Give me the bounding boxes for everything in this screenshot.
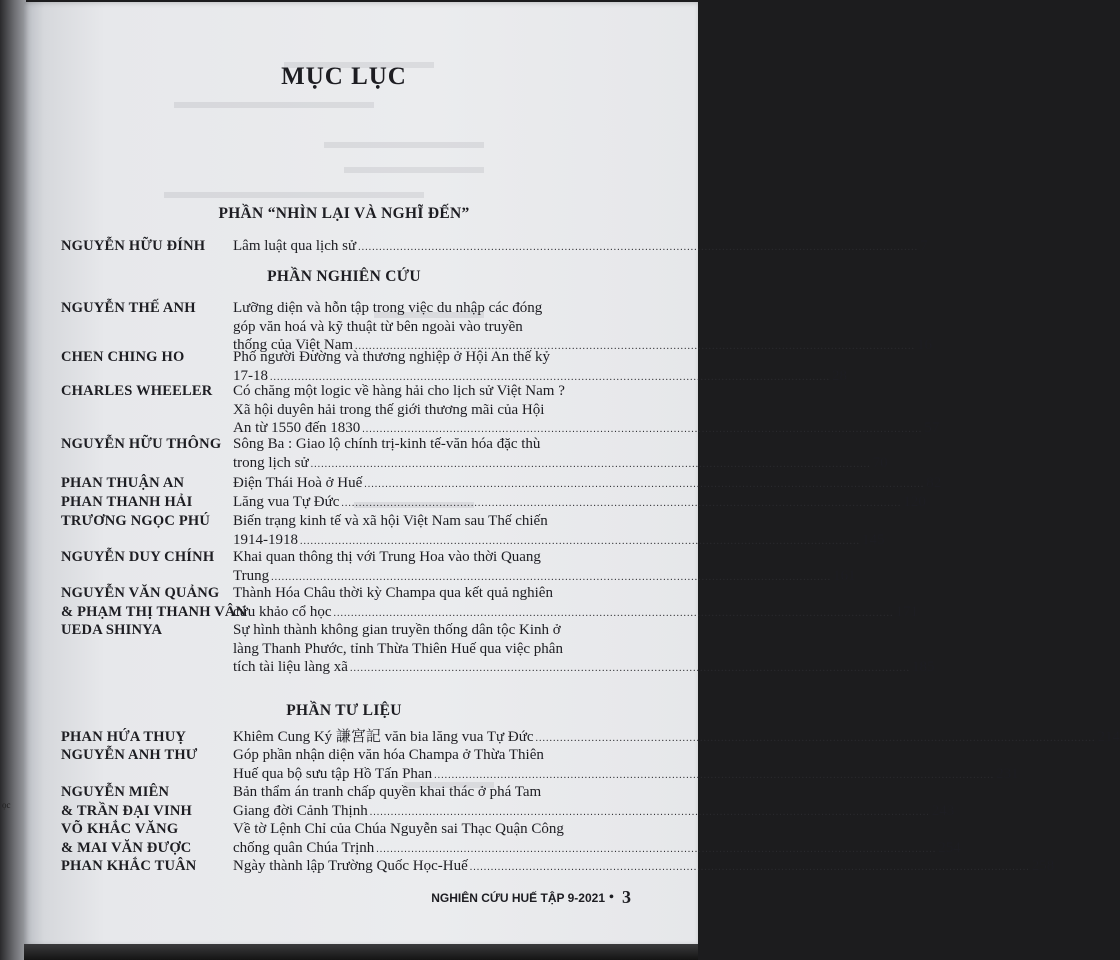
author-name: PHAN HỨA THUỴ (61, 729, 187, 745)
title-line-last (233, 237, 928, 258)
title-line: trong lịch sử (233, 454, 309, 471)
author-name: TRƯƠNG NGỌC PHÚ (61, 513, 211, 529)
title-line: Lăng vua Tự Đức (233, 494, 340, 510)
author-name: & TRẦN ĐẠI VINH (61, 802, 192, 819)
entry-authors (61, 548, 236, 567)
entry-authors (61, 728, 236, 747)
title-line-last (233, 658, 935, 679)
entry-title (233, 584, 919, 623)
section-heading: PHẦN TƯ LIỆU (286, 702, 402, 719)
author-name: PHAN THANH HẢI (61, 494, 193, 510)
dot-leader: ................................................................................................................................................................ (369, 806, 930, 818)
title-line: Thành Hóa Châu thời kỳ Champa qua kết quả nghiên (233, 585, 553, 601)
entry-authors (61, 584, 247, 621)
page-ref: 231 (996, 765, 1019, 782)
author-name: NGUYỄN MIÊN (61, 784, 170, 800)
page-ref: 28 (832, 367, 847, 384)
entry-title (233, 474, 942, 495)
entry-authors (61, 493, 236, 512)
author-name: CHEN CHING HO (61, 349, 185, 365)
page-title: MỤC LỤC (281, 63, 407, 90)
dot-leader: ................................................................................................................................................................ (341, 498, 902, 509)
entry-authors (61, 299, 236, 318)
title-line-last (233, 802, 955, 823)
page-bottom-shadow (24, 944, 698, 960)
dot-leader: ................................................................................................................................................................ (355, 341, 916, 352)
title-line: Khiêm Cung Ký 謙宮記 văn bia lăng vua Tự Đức (233, 729, 534, 745)
title-line: chống quân Chúa Trịnh (233, 839, 375, 856)
author-name: NGUYỄN HỮU THÔNG (61, 436, 222, 452)
page-number: 3 (622, 887, 631, 907)
title-line-last (233, 493, 926, 514)
entry-title (233, 548, 856, 587)
author-name: NGUYỄN ANH THƯ (61, 747, 198, 763)
title-line: Về tờ Lệnh Chỉ của Chúa Nguyễn sai Thạc Quận Công (233, 821, 564, 837)
entry-authors (61, 746, 236, 765)
adjacent-page-text: ọc (2, 800, 11, 810)
entry-title (233, 746, 1019, 785)
dot-leader: ................................................................................................................................................................ (333, 607, 894, 619)
page-ref: 185 (911, 659, 935, 675)
bleed-through-stroke (164, 192, 424, 198)
author-name: PHAN THUẬN AN (61, 475, 185, 491)
title-line: Sông Ba : Giao lộ chính trị-kinh tế-văn hóa đặc thù (233, 436, 541, 452)
author-name: & MAI VĂN ĐƯỢC (61, 839, 192, 856)
page-ref: 214 (1097, 729, 1120, 745)
page-ref: 254 (938, 839, 961, 856)
entry-title (233, 621, 935, 679)
title-line: Huế qua bộ sưu tập Hồ Tấn Phan (233, 765, 433, 782)
title-line: Có chăng một logic về hàng hải cho lịch sử Việt Nam ? (233, 383, 565, 399)
author-name: UEDA SHINYA (61, 622, 163, 638)
title-line: tích tài liệu làng xã (233, 659, 348, 675)
page-ref: 171 (895, 603, 919, 620)
dot-leader: ................................................................................................................................................................ (469, 862, 1030, 873)
title-line: làng Thanh Phước, tỉnh Thừa Thiên Huế qua việc phân (233, 640, 563, 657)
bleed-through-stroke (174, 102, 374, 108)
dot-leader: ................................................................................................................................................................ (434, 769, 995, 781)
title-line-last (233, 839, 961, 860)
title-line: Trung (233, 567, 270, 584)
dot-leader: ................................................................................................................................................................ (376, 843, 937, 855)
entry-authors (61, 857, 236, 876)
entry-title (233, 783, 955, 822)
dot-leader: ................................................................................................................................................................ (310, 458, 871, 470)
footer-bullet: • (609, 890, 614, 905)
page-ref: 161 (833, 567, 856, 584)
dot-leader: ................................................................................................................................................................ (364, 479, 925, 490)
title-line-last (233, 603, 919, 624)
title-line: Biến trạng kinh tế và xã hội Việt Nam sau Thế chiến (233, 513, 548, 529)
dot-leader: ................................................................................................................................................................ (362, 424, 923, 435)
title-line: 17-18 (233, 367, 268, 384)
author-name: NGUYỄN THẾ ANH (61, 300, 196, 316)
title-line: An từ 1550 đến 1830 (233, 420, 361, 436)
title-line-last (233, 857, 1055, 878)
bleed-through-stroke (344, 167, 484, 173)
author-name: NGUYỄN HỮU ĐÍNH (61, 238, 206, 254)
title-line: Góp phần nhận diện văn hóa Champa ở Thừa Thiên (233, 747, 544, 763)
entry-title (233, 857, 1055, 878)
journal-name: NGHIÊN CỨU HUẾ TẬP 9-2021 (431, 891, 605, 905)
page-ref: 7 (920, 238, 928, 254)
page-ref: 16 (917, 337, 933, 353)
page-ref: 82 (926, 475, 942, 491)
title-line-last (233, 765, 1019, 786)
bleed-through-stroke (324, 142, 484, 148)
entry-authors (61, 474, 236, 493)
entry-title (233, 237, 928, 258)
dot-leader: ................................................................................................................................................................ (271, 571, 832, 583)
entry-title (233, 820, 961, 859)
title-line: Điện Thái Hoà ở Huế (233, 475, 363, 491)
page-ref: 258 (1031, 858, 1055, 874)
title-line: Sự hình thành không gian truyền thống dân tộc Kinh ở (233, 622, 561, 638)
author-name: CHARLES WHEELER (61, 383, 213, 399)
title-line-last (233, 454, 888, 475)
section-heading: PHẦN “NHÌN LẠI VÀ NGHĨ ĐẾN” (218, 205, 470, 222)
title-line: thống của Việt Nam (233, 337, 354, 353)
entry-authors (61, 512, 236, 531)
page-ref: 70 (872, 454, 888, 471)
entry-authors (61, 435, 236, 454)
dot-leader: ................................................................................................................................................................ (300, 535, 860, 547)
title-line: Lưỡng diện và hỗn tập trong việc du nhập các đóng (233, 300, 543, 316)
entry-authors (61, 820, 236, 857)
author-name: VÕ KHẮC VĂNG (61, 821, 179, 837)
title-line: Xã hội duyên hải trong thế giới thương mãi của Hội (233, 401, 545, 418)
title-line: Ngày thành lập Trường Quốc Học-Huế (233, 858, 468, 874)
page-ref: 57 (924, 420, 940, 436)
title-line: Phố người Đường và thương nghiệp ở Hội An thế kỷ (233, 349, 550, 365)
title-line: Giang đời Cảnh Thịnh (233, 802, 368, 819)
entry-authors (61, 621, 236, 640)
dot-leader: ................................................................................................................................................................ (358, 242, 919, 253)
author-name: & PHẠM THỊ THANH VÂN (61, 603, 247, 620)
title-line: Bản thẩm án tranh chấp quyền khai thác ở phá Tam (233, 784, 542, 800)
entry-title (233, 435, 888, 474)
title-line: Lâm luật qua lịch sử (233, 238, 357, 254)
book-left-edge (0, 0, 26, 960)
title-line: góp văn hoá và kỹ thuật từ bên ngoài vào truyền (233, 318, 523, 335)
entry-authors (61, 382, 236, 401)
dot-leader: ................................................................................................................................................................ (349, 663, 910, 674)
entry-title (233, 493, 926, 514)
title-line: Khai quan thông thị với Trung Hoa vào thời Quang (233, 549, 541, 565)
title-line: 1914-1918 (233, 531, 298, 548)
entry-authors (61, 348, 236, 367)
page-ref: 243 (931, 802, 955, 819)
section-heading: PHẦN NGHIÊN CỨU (267, 268, 421, 285)
entry-title (233, 512, 885, 551)
dot-leader: ................................................................................................................................................................ (535, 733, 1096, 744)
author-name: NGUYỄN VĂN QUẢNG (61, 585, 220, 601)
book-page (24, 2, 1120, 946)
entry-title (233, 382, 940, 440)
dot-leader: ................................................................................................................................................................ (270, 371, 830, 383)
page-ref: 145 (862, 531, 885, 548)
page-ref: 120 (903, 494, 926, 510)
author-name: NGUYỄN DUY CHÍNH (61, 549, 215, 565)
title-line: cứu khảo cổ học (233, 603, 332, 620)
entry-authors (61, 783, 236, 820)
author-name: PHAN KHẮC TUÂN (61, 858, 197, 874)
title-line-last (233, 474, 942, 495)
entry-authors (61, 237, 236, 256)
